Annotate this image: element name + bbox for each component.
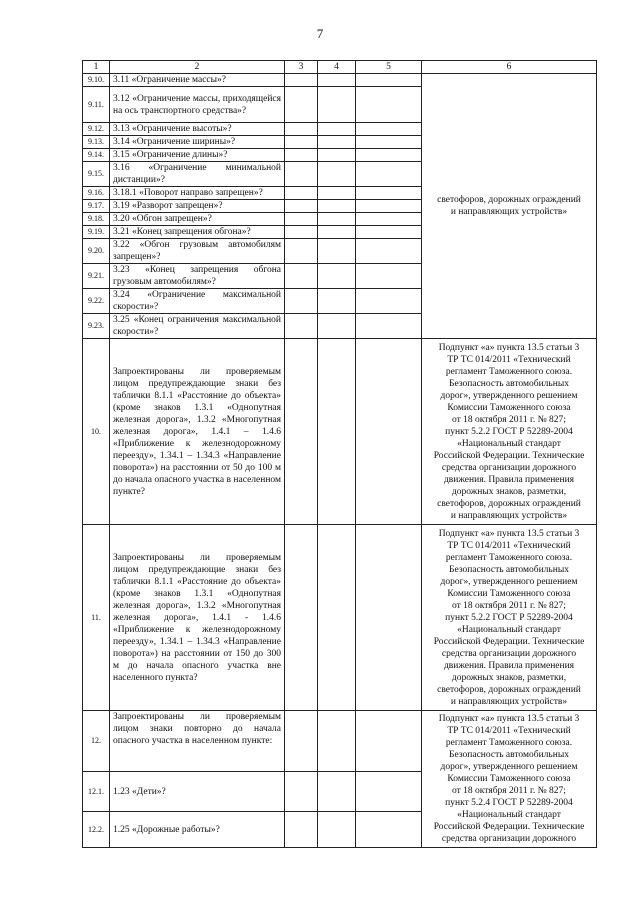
answer-cell — [285, 314, 318, 339]
answer-cell — [285, 772, 318, 812]
answer-cell — [285, 200, 318, 213]
answer-cell — [356, 226, 422, 239]
answer-cell — [285, 239, 318, 264]
answer-cell — [285, 187, 318, 200]
reference-line: дорог», утвержденного решением — [440, 576, 578, 587]
answer-cell — [318, 187, 356, 200]
answer-cell — [285, 711, 318, 772]
reference-line: светофоров, дорожных ограждений — [437, 684, 581, 695]
reference-line: ТР ТС 014/2011 «Технический — [447, 726, 571, 736]
question-text: 3.15 «Ограничение длины»? — [110, 149, 285, 162]
reference-line: Безопасность автомобильных — [449, 750, 569, 760]
answer-cell — [318, 812, 356, 848]
reference-line: Подпункт «а» пункта 13.5 статьи 3 — [438, 528, 580, 539]
question-text: 3.11 «Ограничение массы»? — [110, 74, 285, 87]
answer-cell — [285, 74, 318, 87]
row-number: 9.10. — [83, 74, 110, 87]
reference-line: регламент Таможенного союза. — [445, 738, 573, 748]
question-text: 3.20 «Обгон запрещен»? — [110, 213, 285, 226]
row-number: 9.14. — [83, 149, 110, 162]
answer-cell — [356, 187, 422, 200]
answer-cell — [356, 314, 422, 339]
reference-line: и направляющих устройств» — [450, 207, 568, 217]
answer-cell — [285, 213, 318, 226]
question-text: 3.19 «Разворот запрещен»? — [110, 200, 285, 213]
answer-cell — [318, 74, 356, 87]
answer-cell — [356, 149, 422, 162]
row-number: 12.2. — [83, 812, 110, 848]
reference-line: Российской Федерации. Технические — [433, 450, 585, 461]
question-text: Запроектированы ли проверяемым лицом предупреждающие знаки без таблички 8.1.1 «Расстояние до объекта» (кроме знаков 1.3.1 «Однопутная железная дорога», 1.3.2 «Многопутная железная дорога», 1.4.1 - 1.4.6 «Приближение к железнодорожному переезду», 1.34.1 – 1.34.3 «Направление поворота») на расстоянии от 150 до 300 м до начала опасного участка вне населенного пункта? — [110, 525, 285, 711]
reference-cell — [422, 339, 597, 525]
reference-line: и направляющих устройств» — [450, 510, 568, 521]
reference-line: движения. Правила применения — [443, 474, 575, 485]
reference-line: пункт 5.2.2 ГОСТ Р 52289-2004 — [445, 612, 573, 623]
row-number: 9.20. — [83, 239, 110, 264]
answer-cell — [356, 123, 422, 136]
question-text: 3.13 «Ограничение высоты»? — [110, 123, 285, 136]
reference-line: «Национальный стандарт — [457, 810, 561, 820]
reference-line: движения. Правила применения — [443, 660, 575, 671]
answer-cell — [318, 87, 356, 123]
row-number: 12. — [83, 711, 110, 772]
reference-line: от 18 октября 2011 г. № 827; — [452, 414, 566, 425]
row-number: 9.11. — [83, 87, 110, 123]
reference-line: «Национальный стандарт — [457, 624, 561, 635]
question-text: 3.25 «Конец ограничения максимальной скорости»? — [110, 314, 285, 339]
answer-cell — [356, 213, 422, 226]
row-number: 9.18. — [83, 213, 110, 226]
table-row — [83, 525, 597, 711]
row-number: 10. — [83, 339, 110, 525]
answer-cell — [318, 314, 356, 339]
reference-line: средства организации дорожного — [441, 648, 577, 659]
header-col-4: 4 — [318, 61, 356, 74]
answer-cell — [356, 772, 422, 812]
answer-cell — [356, 136, 422, 149]
answer-cell — [285, 87, 318, 123]
row-number: 9.21. — [83, 264, 110, 289]
answer-cell — [318, 149, 356, 162]
reference-line: регламент Таможенного союза. — [445, 552, 573, 563]
row-number: 9.17. — [83, 200, 110, 213]
checklist-table — [82, 60, 597, 848]
header-col-1: 1 — [83, 61, 110, 74]
answer-cell — [285, 149, 318, 162]
reference-line: пункт 5.2.4 ГОСТ Р 52289-2004 — [445, 798, 573, 808]
row-number: 9.22. — [83, 289, 110, 314]
reference-cell — [422, 711, 597, 848]
answer-cell — [318, 123, 356, 136]
answer-cell — [356, 525, 422, 711]
page-number: 7 — [316, 26, 324, 41]
reference-line: Российской Федерации. Технические — [433, 822, 585, 832]
row-number: 9.13. — [83, 136, 110, 149]
table-row — [83, 339, 597, 525]
answer-cell — [318, 289, 356, 314]
answer-cell — [356, 74, 422, 87]
table-row — [83, 711, 597, 772]
reference-cell — [422, 74, 597, 339]
answer-cell — [318, 136, 356, 149]
reference-cell — [422, 525, 597, 711]
reference-line: Российской Федерации. Технические — [433, 636, 585, 647]
reference-line: дорожных знаков, разметки, — [451, 672, 567, 683]
answer-cell — [285, 123, 318, 136]
reference-line: и направляющих устройств» — [450, 696, 568, 707]
question-text: Запроектированы ли проверяемым лицом знаки повторно до начала опасного участка в населенном пункте: — [110, 711, 285, 772]
reference-line: Безопасность автомобильных — [449, 378, 569, 389]
answer-cell — [356, 711, 422, 772]
answer-cell — [318, 226, 356, 239]
answer-cell — [285, 264, 318, 289]
row-number: 9.15. — [83, 162, 110, 187]
question-text: 3.12 «Ограничение массы, приходящейся на ось транспортного средства»? — [110, 87, 285, 123]
answer-cell — [318, 200, 356, 213]
table-row — [83, 74, 597, 87]
answer-cell — [285, 289, 318, 314]
answer-cell — [285, 162, 318, 187]
reference-line: светофоров, дорожных ограждений — [437, 498, 581, 509]
reference-line: ТР ТС 014/2011 «Технический — [447, 540, 571, 551]
reference-line: Комиссии Таможенного союза — [447, 588, 571, 599]
row-number: 12.1. — [83, 772, 110, 812]
answer-cell — [285, 525, 318, 711]
header-col-6: 6 — [422, 61, 597, 74]
row-number: 9.12. — [83, 123, 110, 136]
question-text: 1.25 «Дорожные работы»? — [110, 812, 285, 848]
question-text: 3.24 «Ограничение максимальной скорости»? — [110, 289, 285, 314]
answer-cell — [318, 213, 356, 226]
header-col-3: 3 — [285, 61, 318, 74]
question-text: 3.23 «Конец запрещения обгона грузовым автомобилям»? — [110, 264, 285, 289]
reference-line: Подпункт «а» пункта 13.5 статьи 3 — [438, 342, 580, 353]
reference-line: средства организации дорожного — [441, 462, 577, 473]
answer-cell — [318, 525, 356, 711]
answer-cell — [285, 812, 318, 848]
reference-line: средства организации дорожного — [441, 834, 577, 844]
question-text: 3.14 «Ограничение ширины»? — [110, 136, 285, 149]
reference-line: Комиссии Таможенного союза — [447, 402, 571, 413]
answer-cell — [318, 264, 356, 289]
answer-cell — [356, 200, 422, 213]
header-row — [83, 61, 597, 74]
answer-cell — [318, 239, 356, 264]
header-col-5: 5 — [356, 61, 422, 74]
row-number: 9.23. — [83, 314, 110, 339]
answer-cell — [318, 162, 356, 187]
answer-cell — [285, 226, 318, 239]
answer-cell — [356, 339, 422, 525]
answer-cell — [356, 289, 422, 314]
question-text: 3.22 «Обгон грузовым автомобилям запрещен»? — [110, 239, 285, 264]
answer-cell — [318, 711, 356, 772]
question-text: 3.21 «Конец запрещения обгона»? — [110, 226, 285, 239]
question-text: 3.18.1 «Поворот направо запрещен»? — [110, 187, 285, 200]
question-text: 1.23 «Дети»? — [110, 772, 285, 812]
answer-cell — [356, 162, 422, 187]
reference-line: ТР ТС 014/2011 «Технический — [447, 354, 571, 365]
answer-cell — [356, 87, 422, 123]
question-text: Запроектированы ли проверяемым лицом предупреждающие знаки без таблички 8.1.1 «Расстояние до объекта» (кроме знаков 1.3.1 «Однопутная железная дорога», 1.3.2 «Многопутная железная дорога», 1.4.1 – 1.4.6 «Приближение к железнодорожному переезду», 1.34.1 – 1.34.3 «Направление поворота») на расстоянии от 50 до 100 м до начала опасного участка в населенном пункте? — [110, 339, 285, 525]
reference-line: светофоров, дорожных ограждений — [437, 195, 581, 205]
row-number: 9.19. — [83, 226, 110, 239]
answer-cell — [356, 812, 422, 848]
reference-line: Безопасность автомобильных — [449, 564, 569, 575]
answer-cell — [356, 264, 422, 289]
reference-line: регламент Таможенного союза. — [445, 366, 573, 377]
reference-line: от 18 октября 2011 г. № 827; — [452, 600, 566, 611]
reference-line: дорог», утвержденного решением — [440, 762, 578, 772]
reference-line: пункт 5.2.2 ГОСТ Р 52289-2004 — [445, 426, 573, 437]
reference-line: Комиссии Таможенного союза — [447, 774, 571, 784]
answer-cell — [318, 339, 356, 525]
answer-cell — [356, 239, 422, 264]
reference-line: от 18 октября 2011 г. № 827; — [452, 786, 566, 796]
question-text: 3.16 «Ограничение минимальной дистанции»? — [110, 162, 285, 187]
reference-line: Подпункт «а» пункта 13.5 статьи 3 — [438, 714, 580, 724]
reference-line: дорожных знаков, разметки, — [451, 486, 567, 497]
header-col-2: 2 — [110, 61, 285, 74]
reference-line: дорог», утвержденного решением — [440, 390, 578, 401]
reference-line: «Национальный стандарт — [457, 438, 561, 449]
answer-cell — [285, 136, 318, 149]
answer-cell — [285, 339, 318, 525]
row-number: 9.16. — [83, 187, 110, 200]
row-number: 11. — [83, 525, 110, 711]
answer-cell — [318, 772, 356, 812]
